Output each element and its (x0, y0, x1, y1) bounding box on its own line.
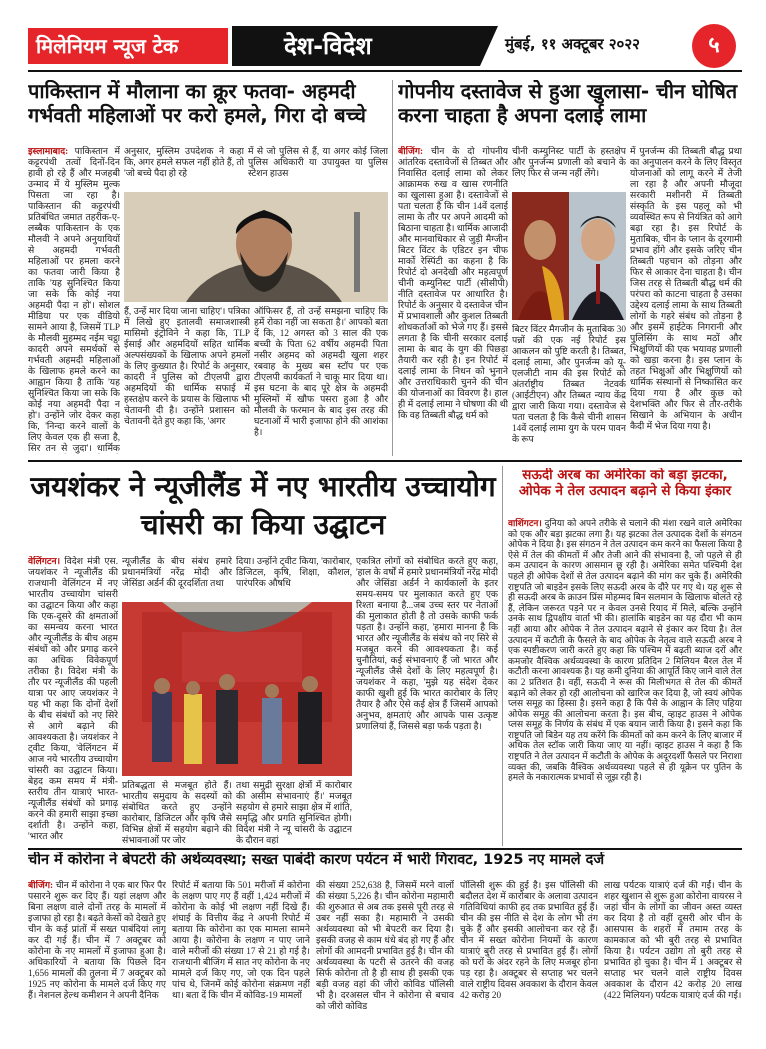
china-body-col2 (172, 880, 310, 1030)
china-text-3: की संख्या 252,638 है, जिसमें मरने वालों की संख्या 5,226 है। चीन कोरोना महामारी की शुरुआत से अब तक इससे पूरी तरह से उबर नहीं सका है। महामारी ने उसकी अर्थव्यवस्था को भी बेपटरी कर दिया है। इसकी वजह से काम धंधे बंद हो गए हैं और लोगों की आमदनी प्रभावित हुई है। चीन की अर्थव्यवस्था के पटरी से उतरने की वजह सिर्फ कोरोना तो है ही साथ ही इसकी एक बड़ी वजह वहां की जीरो कोविड पॉलिसी भी है। दरअसल चीन ने कोरोना से बचाव को जीरो कोविड (316, 880, 454, 1011)
tibet-text-4: में पुनर्जन्म की तिब्बती बौद्ध प्रथा का अनुपालन करने के लिए विस्तृत योजनाओं को लागू करने में तेजी ला रहा है और अपनी मौजूदा सरकारी मशीनरी में तिब्बती संस्कृति के इस पहलू को भी व्यवस्थित रूप से नियंत्रित को आगे बढ़ा रहा है। इस रिपोर्ट के मुताबिक, चीन के प्लान के दूरगामी प्रभाव होंगे और इसके जरिए चीन तिब्बती पहचान को तोड़ना और फिर से आकार देना चाहता है। चीन जिस तरह से तिब्बती बौद्ध धर्म की परंपरा को काटना चाहता है उसका उद्देश्य दलाई लामा के साथ तिब्बती लोगों के गहरे संबंध को तोड़ना है और इसमें हाईटेक निगरानी और पुलिसिंग के साथ मठों और भिक्षुणियों की एक भयावह प्रणाली को खड़ा करना है। इस प्लान के तहत भिक्षुओं और भिक्षुणियों को धार्मिक संस्थानों से निष्कासित कर दिया गया है और कुछ को देशभक्ति और फिर से तौर-तरीके सिखाने के अभियान के अधीन कैदी में भेज दिया गया है। (630, 146, 742, 431)
tibet-text-3: बिटर विंटर मैगजीन के मुताबिक 30 पन्नों की एक नई रिपोर्ट इस आकलन को पुष्टि करती है। तिब्बत, दलाई लामा, और पुनर्जन्म को यू-एलजीटी नाम की इस रिपोर्ट को अंतर्राष्ट्रीय तिब्बत नेटवर्क (आईटीएन) और तिब्बत न्याय केंद्र द्वारा जारी किया गया। दस्तावेज से पता चलता है कि कैसे चीनी शासन 14वें दलाई लामा युग के परम पावन के रूप (512, 324, 626, 444)
column-divider-2 (502, 466, 503, 846)
pakistan-text-2: अनुसार, मुस्लिम उपदेशक ने कहा कि, अगर हमले सफल नहीं होते हैं, तो 'जो बच्चे पैदा हो रहे (124, 146, 244, 178)
masthead-rule (28, 70, 742, 72)
jaishankar-headline: जयशंकर ने न्यूजीलैंड में नए भारतीय उच्चायोग चांसरी का किया उद्घाटन (30, 470, 496, 541)
china-text-5: लाख पर्यटक यात्राएं दर्ज की गईं। चीन के शहर खुशान से शुरू हुआ कोरोना वायरस ने जहां चीन के लोगों का जीवन अस्त व्यस्त कर दिया है तो वहीं दूसरी ओर चीन के आसपास के शहरों में तमाम तरह के कामकाज को भी बुरी तरह से प्रभावित किया है। पर्यटन उद्योग तो बुरी तरह से प्रभावित हो चुका है। चीन में 1 अक्टूबर से सप्ताह भर चलने वाले राष्ट्रीय दिवस अवकाश के दौरान 42 करोड़ 20 लाख (422 मिलियन) पर्यटक यात्राएं दर्ज की गई। (604, 880, 742, 1000)
pakistan-headline: पाकिस्तान में मौलाना का क्रूर फतवा- अहमदी गर्भवती महिलाओं पर करो हमले, गिरा दो बच्चे (28, 80, 366, 127)
dalai-lama-xi-image (512, 192, 626, 320)
jaishankar-body-col1 (28, 556, 118, 844)
cleric-image (124, 192, 388, 302)
tibet-dateline: बीजिंग: (398, 146, 424, 156)
opec-body (508, 518, 742, 844)
china-dateline: बीजिंग: (28, 880, 54, 890)
jaishankar-text-4: दिया। उन्होंने ट्वीट किया, 'कारोबार, डिजिटल, कृषि, शिक्षा, कौशल, पारंपरिक औषधि (236, 556, 352, 588)
chancery-photo (122, 602, 352, 776)
pakistan-text-1: पाकिस्तान में कट्टरपंथी तत्वों दिनों-दिन हावी हो रहे हैं और मजहबी उन्माद में ये मुस्लिम मुल्क पिसता जा रहा है। पाकिस्तान की कट्टरपंथी प्रतिबंधित जमात तहरीक-ए-लब्बैक पाकिस्तान के एक मौलवी ने अपने अनुयायियों से अहमदी गर्भवती महिलाओं पर हमला करने का फतवा जारी किया है ताकि 'यह सुनिश्चित किया जा सके कि कोई नया अहमदी पैदा न हो'। सोशल मीडिया पर एक वीडियो सामने आया है, जिसमें TLP के मौलवी मुहम्मद नईम चट्ठा कादरी अपने समर्थकों से गर्भवती अहमदी महिलाओं के खिलाफ हमले करने का आह्वान किया है ताकि 'यह सुनिश्चित किया जा सके कि कोई नया अहमदी पैदा न हो'। उन्होंने जोर देकर कहा कि, 'निन्दा करने वालों के लिए केवल एक ही सजा है, सिर तन से जुदा'। धार्मिक (28, 146, 120, 453)
section-title: देश-विदेश (232, 26, 480, 66)
column-divider (392, 80, 393, 456)
jaishankar-text-6: तथा समुद्री सुरक्षा क्षेत्रों में कारोबार की असीम संभावनाएं हैं।' मजबूत सहयोग से हमारे साझा क्षेत्र में शांति, समृद्धि और प्रगति सुनिश्चित होगी। विदेश मंत्री ने न्यू चांसरी के उद्घाटन के दौरान वहां (236, 780, 352, 844)
china-text-4: पॉलिसी शुरू की हुई है। इस पॉलिसी की बदौलत देश में कारोबार के अलावा उत्पादन गतिविधियां काफी हद तक प्रभावित हुई हैं। चीन की इस नीति से देश के लोग भी तंग चुके हैं और इसकी आलोचना कर रहे हैं। चीन में सख्त कोरोना नियमों के कारण यात्राएं बुरी तरह से प्रभावित हुई हैं। लोगों को घरों के अंदर रहने के लिए मजबूर होना पड़ रहा है। अक्टूबर से सप्ताह भर चलने वाले राष्ट्रीय दिवस अवकाश के दौरान केवल 42 करोड़ 20 (460, 880, 598, 1000)
tibet-text-1: चीन के दो गोपनीय आंतरिक दस्तावेजों से तिब्बत और निवासित दलाई लामा को लेकर आक्रामक रुख व खास रणनीति का खुलासा हुआ है। दस्तावेजों से पता चलता है कि चीन 14वें दलाई लामा के तौर पर अपने आदमी को बिठाना चाहता है। धार्मिक आजादी और मानवाधिकार से जुड़ी मैग्जीन बिटर विंटर के एडिटर इन चीफ मार्को रेस्पिंटी का कहना है कि रिपोर्ट दो अनदेखी और महत्वपूर्ण चीनी कम्युनिस्ट पार्टी (सीसीपी) नीति दस्तावेज पर आधारित है। रिपोर्ट के अनुसार ये दस्तावेज चीन में प्रभावशाली और कुशल तिब्बती शोधकर्ताओं को भेजे गए हैं। इससे लगता है कि चीनी सरकार दलाई लामा के बाद के युग की पिछड़ा तैयारी कर रही है। इन रिपोर्ट में दलाई लामा के निधन को भुनाने और उत्तराधिकारी चुनने की चीन की योजनाओं का विवरण है। हाल ही में दलाई लामा ने घोषणा की थी कि वह तिब्बती बौद्ध धर्म को (398, 146, 508, 420)
tibet-body-col2-bottom (512, 324, 626, 456)
page-number: ५ (692, 24, 736, 68)
newspaper-brand: मिलेनियम न्यूज टेक (28, 28, 228, 64)
opec-text-1: दुनिया को अपने तरीके से चलाने की मंशा रखने वाले अमेरिका को एक और बड़ा झटका लगा है। यह झटका तेल उत्पादक देशों के संगठन ओपेक ने दिया है। इस संगठन ने तेल उत्पादन कम करने का फैसला किया है ऐसे में तेल की कीमतों में और तेजी आने की संभावना है, जो पहले से ही कम उत्पादन के कारण आसमान छू रही है। अमेरिका समेत पश्चिमी देश पहले ही ओपेक देशों से तेल उत्पादन बढ़ाने की मांग कर चुके हैं। अमेरिकी राष्ट्रपति जो बाइडेन इसके लिए सऊदी अरब के दौरे पर गए थे। यह शुरू से ही सऊदी अरब के क्राउन प्रिंस मोहम्मद बिन सलमान के खिलाफ बोलते रहे हैं, लेकिन जरूरत पड़ने पर न केवल उनसे रियाद में मिले, बल्कि उन्होंने उनके साथ द्विपक्षीय वार्ता भी की। हालांकि बाइडेन का यह दौरा भी काम नहीं आया और ओपेक ने तेल उत्पादन बढ़ाने से इंकार कर दिया है। तेल उत्पादन में कटौती के फैसले के बाद ओपेक के नेतृत्व वाले सऊदी अरब ने एक स्पष्टीकरण जारी करते हुए कहा कि पश्चिम में बढ़ती ब्याज दरों और कमजोर वैश्विक अर्थव्यवस्था के कारण प्रतिदिन 2 मिलियन बैरल तेल में कटौती करना आवश्यक है। यह कमी दुनिया की आपूर्ति किए जाने वाले तेल का 2 प्रतिशत है। वहीं, सऊदी ने रूस की मिलीभगत से तेल की कीमतें बढ़ाने को लेकर हो रही आलोचना को खारिज कर दिया है, जो स्वयं ओपेक प्लस समूह का हिस्सा है। इसने कहा है कि पैसे के आह्वान के लिए पहिया ओपेक समूह की आलोचना करता है। इस बीच, व्हाइट हाउस ने ओपेक प्लस समूह के निर्णय के संबंध में एक बयान जारी किया है। इसने कहा कि राष्ट्रपति जो बिडेन यह तय करेंगे कि कीमतों को कम करने के लिए बाजार में अधिक तेल स्टॉक जारी किया जाए या नहीं। व्हाइट हाउस ने कहा है कि राष्ट्रपति ने तेल उत्पादन में कटौती के ओपेक के अदूरदर्शी फैसले पर निराशा व्यक्त की, जबकि वैश्विक अर्थव्यवस्था पहले से ही यूक्रेन पर पुतिन के हमले के नकारात्मक प्रभावों से जूझ रही है। (508, 518, 742, 783)
jaishankar-dateline: वेलिंगटन। (28, 556, 61, 566)
section-divider (28, 460, 742, 462)
china-body-col1 (28, 880, 166, 1030)
china-text-1: चीन में कोरोना ने एक बार फिर पैर पसारने शुरू कर दिए हैं। यहां लक्षण और बिना लक्षण वाले दोनों तरह के मामलों में इजाफा हो रहा है। बढ़ते केसों को देखते हुए चीन के कई प्रांतों में सख्त पाबंदियां लागू कर दी गई हैं। चीन में 7 अक्टूबर को कोरोना के नए मामलों में इजाफा हुआ है। अधिकारियों ने बताया कि पिछले दिन 1,656 मामलों की तुलना में 7 अक्टूबर को 1925 नए कोरोना के मामले दर्ज किए गए हैं। नेशनल हेल्थ कमीशन ने अपनी दैनिक (28, 880, 166, 1000)
opec-dateline: वाशिंगटन। (508, 518, 542, 528)
china-headline: चीन में कोरोना ने बेपटरी की अर्थव्यवस्था; सख्त पाबंदी कारण पर्यटन में भारी गिरावट, 1925 नए मामले दर्ज (28, 852, 605, 868)
jaishankar-body-col2-bottom (122, 780, 232, 844)
jaishankar-body-col3-bottom (236, 780, 352, 844)
jaishankar-text-5: प्रतिबद्धता से मजबूत होते हैं। भारतीय समुदाय के सदस्यों को संबोधित करते हुए उन्होंने कारोबार, डिजिटल और कृषि जैसे विभिन्न क्षेत्रों में सहयोग बढ़ाने की संभावनाओं पर जोर (122, 780, 232, 844)
tibet-headline: गोपनीय दस्तावेज से हुआ खुलासा- चीन घोषित करना चाहता है अपना दलाई लामा (398, 80, 738, 127)
pakistan-text-4: हैं, उन्हें मार दिया जाना चाहिए'। पत्रिका में लिखे हुए इतालवी समाजशास्त्री मासिमो इंट्रोविने ने कहा कि, TLP ईसाई और अहमदियों सहित धार्मिक अल्पसंख्यकों के खिलाफ अपने हमलों के लिए कुख्यात है। रिपोर्ट के अनुसार, कादरी ने पुलिस को टीएलपी द्वारा अहमदियों की धार्मिक सफाई में हस्तक्षेप करने के प्रयास के खिलाफ भी चेतावनी दी है। उन्होंने प्रशासन को चेतावनी देते हुए कहा कि, 'अगर (124, 306, 250, 426)
china-text-2: रिपोर्ट में बताया कि 501 मरीजों में कोरोना के लक्षण पाए गए हैं वहीं 1,424 मरीजों में कोरोना के कोई भी लक्षण नहीं दिखे हैं। शंघाई के वित्तीय केंद्र ने अपनी रिपोर्ट में बताया कि कोरोना का एक मामला सामने आया है। कोरोना के लक्षण न पाए जाने वाले मरीजों की संख्या 17 से 21 हो गई है। राजधानी बीजिंग में सात नए कोरोना के नए मामले दर्ज किए गए, जो एक दिन पहले पांच थे, जिनमें कोई कोरोना संक्रमण नहीं था। बता दें कि चीन में कोविड-19 मामलों (172, 880, 310, 1000)
opec-headline: सऊदी अरब का अमेरिका को बड़ा झटका, ओपेक ने तेल उत्पादन बढ़ाने से किया इंकार (518, 468, 732, 499)
pakistan-body-col3-bottom (254, 306, 388, 454)
pakistan-body-col2-top (124, 146, 244, 190)
jaishankar-text-3: न्यूजीलैंड के बीच संबंध हमारे प्रधानमंत्रियों नरेंद्र मोदी और जेसिंडा अर्डर्न की दूरदर्शिता तथा (122, 556, 232, 588)
masthead (0, 0, 766, 70)
leaders-photo (512, 192, 626, 320)
section-divider-2 (28, 848, 742, 850)
pakistan-body-col2-bottom (124, 306, 250, 454)
issue-date: मुंबई, ११ अक्टूबर २०२२ (505, 35, 640, 53)
jaishankar-body-col2-top (122, 556, 232, 600)
pakistan-text-5: ऑफिसर हैं, तो उन्हें समझना चाहिए कि हमें रोका नहीं जा सकता है।' आपको बता दें कि, 12 अगस्त को 3 साल की एक बच्ची के पिता 62 वर्षीय अहमदी पिता नसीर अहमद को अहमदी खुला शहर रबवाह के मुख्य बस स्टॉप पर एक टीएलपी कार्यकर्ता ने चाकू मार दिया था। इस घटना के बाद पूरे क्षेत्र के अहमदी मुस्लिमों में खौफ पसरा हुआ है और मौलवी के फरमान के बाद इस तरह की घटनाओं में भारी इजाफा होने की आशंका है। (254, 306, 388, 437)
jaishankar-text-2: बेहद कम समय में मंत्री-स्तरीय तीन यात्राएं भारत-न्यूजीलैंड संबंधों को प्रगाढ़ करने की हमारी साझा इच्छा दर्शाती है। उन्होंने कहा, 'भारत और (28, 776, 118, 841)
pakistan-body-col1 (28, 146, 120, 454)
jaishankar-text-7: एकत्रित लोगों को संबोधित करते हुए कहा, 'हाल के वर्षों में हमारे प्रधानमंत्रियों नरेंद्र मोदी और जेसिंडा अर्डर्न ने कार्यकालों के इतर समय-समय पर मुलाकात करते हुए एक रिश्ता बनाया है...जब उच्च स्तर पर नेताओं की मुलाकात होती है तो उसके काफी फर्क पड़ता है। उन्होंने कहा, 'हमारा मानना है कि भारत और न्यूजीलैंड के संबंध को नए सिरे से मजबूत करने की आवश्यकता है। कई चुनौतियां, कई संभावनाएं हैं जो भारत और न्यूजीलैंड जैसे देशों के लिए महत्वपूर्ण है। जयशंकर ने कहा, 'मुझे यह संदेश देकर काफी खुशी हुई कि भारत कारोबार के लिए तैयार है और ऐसे कई क्षेत्र हैं जिसमें आपको अनुभव, क्षमताएं और आपके पास उत्कृष्ट प्रणालियां हैं, जिससे बड़ा फर्क पड़ता है। (356, 556, 498, 731)
pakistan-body-col3-top (248, 146, 388, 190)
chancery-inauguration-image (122, 602, 352, 776)
jaishankar-body-col3-top (236, 556, 352, 600)
china-body-col4 (460, 880, 598, 1030)
cleric-photo (124, 192, 388, 302)
jaishankar-body-col4 (356, 556, 498, 844)
china-body-col5 (604, 880, 742, 1030)
tibet-body-col3 (630, 146, 742, 456)
tibet-body-col1 (398, 146, 508, 456)
china-body-col3 (316, 880, 454, 1030)
jaishankar-text-1: विदेश मंत्री एस. जयशंकर ने न्यूजीलैंड की राजधानी वेलिंगटन में नए भारतीय उच्चायोग चांसरी का उद्घाटन किया और कहा कि एक-दूसरे की क्षमताओं का समन्वय करना भारत और न्यूजीलैंड के बीच अहम संबंधों को और प्रगाढ़ करने का अधिक विवेकपूर्ण तरीका है। विदेश मंत्री के तौर पर न्यूजीलैंड की पहली यात्रा पर आए जयशंकर ने यह भी कहा कि दोनों देशों के बीच संबंधों को नए सिरे से आगे बढ़ाने की आवश्यकता है। जयशंकर ने ट्वीट किया, 'वेलिंगटन में आज नये भारतीय उच्चायोग चांसरी का उद्घाटन किया। (28, 556, 118, 775)
pakistan-dateline: इस्लामाबाद: (28, 146, 69, 156)
tibet-text-2: चीनी कम्युनिस्ट पार्टी के हस्तक्षेप और पुनर्जन्म प्रणाली को बचाने के लिए फिर से जन्म नहीं लेंगे। (512, 146, 626, 178)
pakistan-text-3: में से जो पुलिस से हैं, या अगर कोई जिला पुलिस अधिकारी या उपायुक्त या पुलिस स्टेशन हाउस (248, 146, 388, 178)
tibet-body-col2-top (512, 146, 626, 190)
